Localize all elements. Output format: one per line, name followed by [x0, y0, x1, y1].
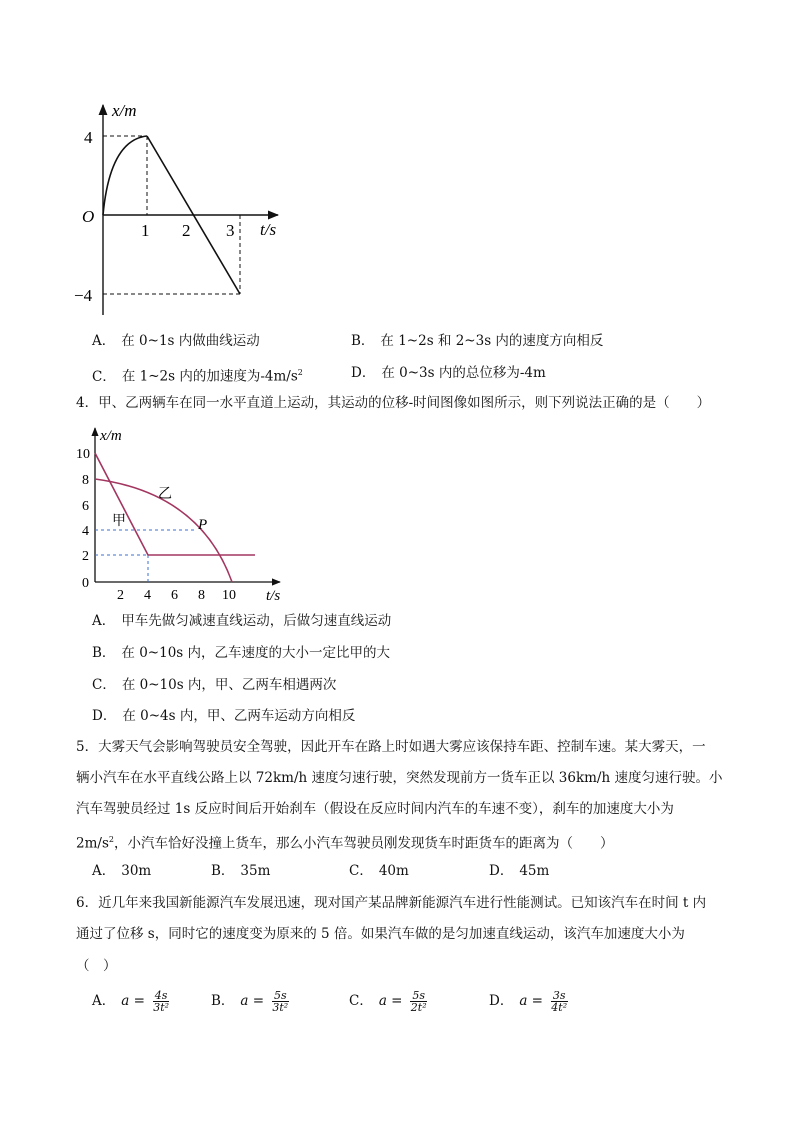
- q6-line-1: 6．近几年来我国新能源汽车发展迅速，现对国产某品牌新能源汽车进行性能测试。已知该汽车在时间 t 内: [76, 895, 707, 911]
- q3-option-c: C． 在 1~2s 内的加速度为$-4m/s^2$: [92, 368, 303, 385]
- q4-option-b: B． 在 0~10s 内，乙车速度的大小一定比甲的大: [92, 645, 391, 661]
- q3-origin-label: O: [82, 207, 95, 226]
- q4-y-tick-8: 8: [82, 473, 89, 488]
- q4-y-tick-2: 2: [82, 549, 89, 564]
- q3-x-axis-label: t/s: [260, 220, 277, 239]
- q6-option-b-fraction: $\frac{5s}{\text{3t²}}$: [272, 989, 289, 1014]
- q6-option-b: B． a = $\frac{5s}{\text{3t²}}$: [211, 989, 289, 1014]
- q5-line-4: $2m/s^2$，小汽车恰好没撞上货车，那么小汽车驾驶员刚发现货车时距货车的距离为（ ）: [76, 835, 614, 852]
- q5-line-2: 辆小汽车在水平直线公路上以 72km/h 速度匀速行驶，突然发现前方一货车正以 36km/h 速度匀速行驶。小: [76, 770, 723, 786]
- q3-option-a: A． 在 0~1s 内做曲线运动: [92, 333, 260, 349]
- q6-option-a-fraction: $\frac{4s}{\text{3t²}}$: [153, 989, 170, 1014]
- q6-option-a: A． a = $\frac{4s}{\text{3t²}}$: [92, 989, 170, 1014]
- q3-x-tick-2: 2: [182, 221, 191, 240]
- q4-x-tick-4: 4: [144, 588, 151, 603]
- q4-option-d: D． 在 0~4s 内，甲、乙两车运动方向相反: [92, 708, 356, 724]
- q4-y-axis-label: x/m: [100, 428, 122, 444]
- q4-graph: [70, 418, 300, 608]
- q6-line-2: 通过了位移 s，同时它的速度变为原来的 5 倍。如果汽车做的是匀加速直线运动，该汽车加速度大小为: [76, 926, 685, 942]
- q4-y-tick-10: 10: [76, 447, 90, 462]
- q4-x-tick-10: 10: [222, 588, 236, 603]
- q4-curve-jia-label: 甲: [112, 513, 126, 529]
- q3-curve: [103, 136, 147, 215]
- q4-curve-yi-label: 乙: [158, 486, 172, 502]
- q6-line-3: （ ）: [76, 958, 117, 974]
- q5-option-c: C． 40m: [349, 863, 409, 879]
- q3-x-tick-3: 3: [226, 221, 235, 240]
- q4-y-tick-6: 6: [82, 499, 89, 514]
- q3-graph: [70, 90, 300, 330]
- q3-x-tick-1: 1: [141, 221, 150, 240]
- q4-x-axis-label: t/s: [266, 588, 281, 604]
- q6-option-d-fraction: $\frac{3s}{\text{4t²}}$: [551, 989, 568, 1014]
- q4-x-tick-2: 2: [117, 588, 124, 603]
- q4-option-c: C． 在 0~10s 内，甲、乙两车相遇两次: [92, 677, 337, 693]
- q4-y-tick-4: 4: [82, 524, 89, 539]
- q4-stem: 4．甲、乙两辆车在同一水平直道上运动，其运动的位移-时间图像如图所示，则下列说法正确的是（ ）: [76, 395, 711, 411]
- q5-option-d: D． 45m: [489, 863, 550, 879]
- q4-point-p-label: P: [198, 517, 208, 533]
- q4-option-a: A． 甲车先做匀减速直线运动，后做匀速直线运动: [92, 613, 392, 629]
- q5-option-b: B． 35m: [211, 863, 271, 879]
- q5-line-3: 汽车驾驶员经过 1s 反应时间后开始刹车（假设在反应时间内汽车的车速不变），刹车的加速度大小为: [76, 801, 674, 817]
- q4-y-tick-0: 0: [82, 576, 89, 591]
- q3-y-axis-label: x/m: [112, 101, 137, 120]
- q6-option-d: D． a = $\frac{3s}{\text{4t²}}$: [489, 989, 568, 1014]
- q3-y-tick-4: 4: [84, 128, 93, 147]
- q3-y-tick-neg4: −4: [74, 286, 93, 305]
- q4-x-tick-6: 6: [171, 588, 178, 603]
- q4-curve-jia: [95, 453, 255, 555]
- q3-option-d: D． 在 0~3s 内的总位移为-4m: [351, 365, 546, 381]
- q5-line-1: 5．大雾天气会影响驾驶员安全驾驶，因此开车在路上时如遇大雾应该保持车距、控制车速。某大雾天，一: [76, 739, 706, 755]
- q3-option-b: B． 在 1~2s 和 2~3s 内的速度方向相反: [351, 333, 604, 349]
- q6-option-c: C． a = $\frac{5s}{\text{2t²}}$: [349, 989, 427, 1014]
- q5-option-a: A． 30m: [92, 863, 152, 879]
- q6-option-c-fraction: $\frac{5s}{\text{2t²}}$: [410, 989, 427, 1014]
- q4-x-tick-8: 8: [198, 588, 205, 603]
